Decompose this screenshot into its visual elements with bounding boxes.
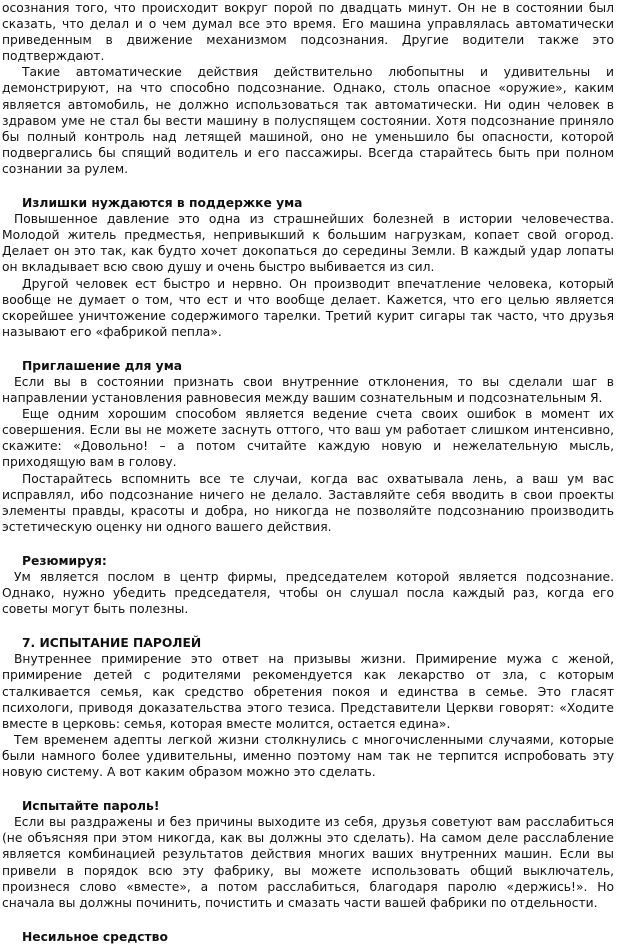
paragraph: Постарайтесь вспомнить все те случаи, когда вас охватывала лень, а ваш ум вас исправлял, ибо подсознание ничего не делало. Заставляйте себя вводить в свои проекты элементы правды, красоты и добра, но никогда не позволяйте подсознанию производить эстетическую оценку ни одного вашего действия. (2, 471, 614, 534)
paragraph: Если вы раздражены и без причины выходите из себя, друзья советуют вам расслабиться (не объясняя при этом никогда, как вы должны это сделать). На самом деле расслабление является комбинацией результатов действия многих ваших внутренних машин. Если вы привели в порядок всю эту фабрику, вы можете использовать общий выключатель, произнеся слово «вместе», а потом расслабиться, благодаря паролю «держись!». Но сначала вы должны починить, почистить и смазать части вашей фабрики по отдельности. (2, 815, 614, 910)
paragraph: Ум является послом в центр фирмы, председателем которой является подсознание. Однако, нужно убедить председателя, чтобы он слушал посла каждый раз, когда его советы могут быть полезны. (2, 570, 614, 617)
section-heading: Испытайте пароль! (22, 799, 160, 814)
paragraph: Если вы в состоянии признать свои внутренние отклонения, то вы сделали шаг в направлении установления равновесия между вашим сознательным и подсознательным Я. (2, 374, 614, 406)
paragraph: Внутреннее примирение это ответ на призывы жизни. Примирение мужа с женой, примирение детей с родителями рекомендуется как лекарство от зла, с которым сталкивается семья, как средство обретения покоя и единства в семье. Это гласят психологи, приводя доказательства этого тезиса. Представители Церкви говорят: «Ходите вместе в церковь: семья, которая вместе молится, остается едина». (2, 652, 614, 731)
section-gap (2, 911, 614, 929)
section-gap (2, 177, 614, 195)
section-gap (2, 340, 614, 358)
paragraph: Такие автоматические действия действительно любопытны и удивительны и демонстрируют, на что способно подсознание. Однако, столь опасное «оружие», каким является автомобиль, не должно использоваться так автоматически. Ни один человек в здравом уме не стал бы вести машину в полуспящем состоянии. Хотя подсознание приняло бы полный контроль над летящей машиной, оно не уменьшило бы опасности, которой подвергались бы спящий водитель и его пассажиры. Всегда старайтесь быть при полном сознании за рулем. (2, 65, 614, 176)
section-heading: Приглашение для ума (22, 358, 183, 373)
section-gap (2, 535, 614, 553)
paragraph: осознания того, что происходит вокруг порой по двадцать минут. Он не в состоянии был сказать, что делал и о чем думал все это время. Его машина управлялась автоматически приведенным в движение механизмом подсознания. Другие водители также это подтверждают. (2, 1, 614, 64)
section-heading: Резюмируя: (22, 553, 107, 568)
section-gap (2, 780, 614, 798)
section-heading: Несильное средство (22, 929, 168, 944)
paragraph: Повышенное давление это одна из страшнейших болезней в истории человечества. Молодой житель предместья, непривыкший к большим нагрузкам, копает свой огород. Делает он это так, как будто хочет докопаться до середины Земли. В каждый удар лопаты он вкладывает всю свою душу и очень быстро выбивается из сил. (2, 212, 614, 275)
section-gap (2, 617, 614, 635)
paragraph: Другой человек ест быстро и нервно. Он производит впечатление человека, который вообще не думает о том, что ест и что вообще делает. Кажется, что его целью является скорейшее уничтожение содержимого тарелки. Третий курит сигары так часто, что друзья называют его «фабрикой пепла». (2, 276, 614, 339)
section-heading: 7. ИСПЫТАНИЕ ПАРОЛЕЙ (22, 636, 202, 651)
section-heading: Излишки нуждаются в поддержке ума (22, 196, 303, 211)
paragraph: Еще одним хорошим способом является ведение счета своих ошибок в момент их совершения. Если вы не можете заснуть оттого, что ваш ум работает слишком интенсивно, скажите: «Довольно! – а потом считайте каждую новую и нежелательную мысль, приходящую вам в голову. (2, 407, 614, 470)
paragraph: Тем временем адепты легкой жизни столкнулись с многочисленными случаями, которые были намного более удивительны, именно поэтому нам так не терпится испробовать эту новую систему. А вот каким образом можно это сделать. (2, 732, 614, 780)
